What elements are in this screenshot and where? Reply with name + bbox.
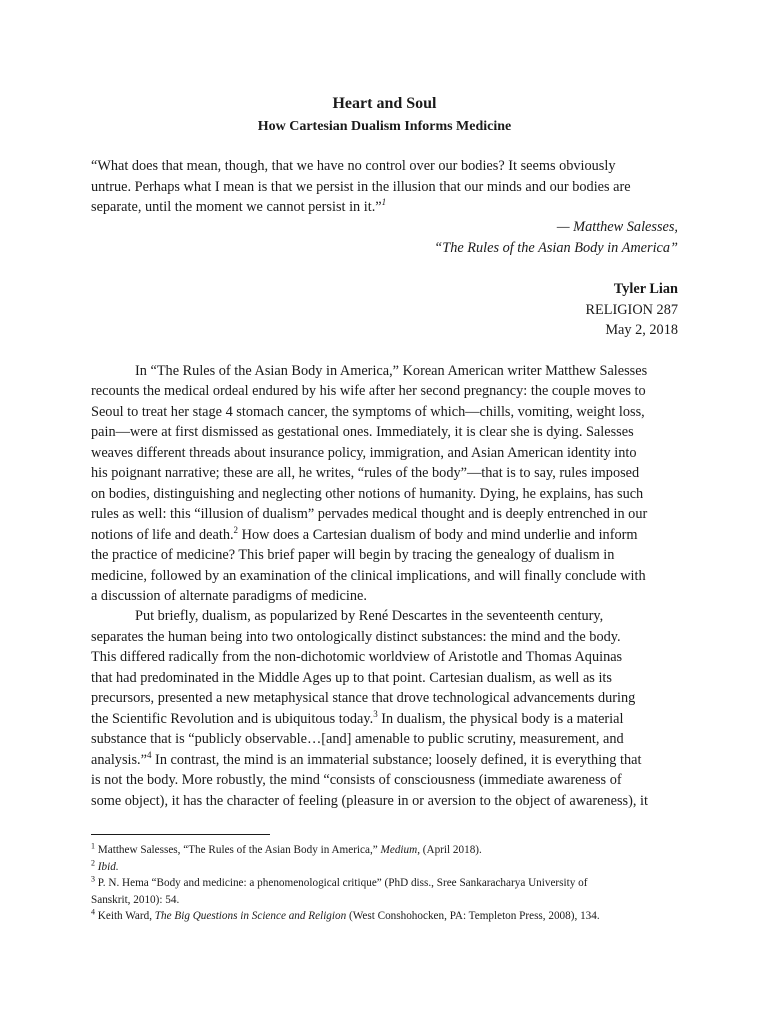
footnote-italic: The Big Questions in Science and Religion [154,910,347,922]
body-line: on bodies, distinguishing and neglecting other notions of humanity. Dying, he explains, has such [91,485,644,502]
footnote-text: Keith Ward, [95,910,155,922]
document-subtitle: How Cartesian Dualism Informs Medicine [257,119,512,134]
footnote-ref[interactable]: 3 [373,708,378,719]
body-line: medicine, followed by an examination of the clinical implications, and will finally conclude with [91,567,646,584]
footnote-italic: Medium [380,844,418,856]
body-line: Put briefly, dualism, as popularized by René Descartes in the seventeenth century, [135,608,604,625]
footnote-3 [91,875,678,892]
body-line-text: In contrast, the mind is an immaterial substance; loosely defined, it is everything that [151,751,642,768]
body-line: precursors, presented a new metaphysical stance that drove technological advancements during [91,690,636,707]
footnote-marker: 1 [91,841,95,851]
epigraph-line: untrue. Perhaps what I mean is that we persist in the illusion that our minds and our bodies are [91,178,631,195]
footnote-marker: 2 [91,857,95,867]
body-line: This differed radically from the non-dichotomic worldview of Aristotle and Thomas Aquinas [91,649,623,666]
body-line-text: notions of life and death. [91,526,234,543]
footnote-text: , (April 2018). [417,844,482,856]
epigraph-attribution-author: — Matthew Salesses, [556,219,678,235]
body-line: In “The Rules of the Asian Body in America,” Korean American writer Matthew Salesses [135,363,648,379]
body-line: the practice of medicine? This brief paper will begin by tracing the genealogy of dualism in [91,547,615,564]
body-text [91,361,678,811]
body-line: separates the human being into two ontologically distinct substances: the mind and the body. [91,628,621,645]
body-line [91,525,678,545]
author-date: May 2, 2018 [605,322,678,338]
footnote-1 [91,842,678,859]
body-line: rules as well: this “illusion of dualism” pervades medical thought and is deeply entrenched in our [91,506,648,523]
footnote-2 [91,859,678,876]
body-line-text: How does a Cartesian dualism of body and mind underlie and inform [238,526,638,543]
body-line: his poignant narrative; these are all, he writes, “rules of the body”—that is to say, rules imposed [91,465,640,482]
epigraph-line [91,197,678,218]
body-line: Seoul to treat her stage 4 stomach cancer, the symptoms of which—chills, vomiting, weight loss, [91,403,645,420]
epigraph-attribution-work: “The Rules of the Asian Body in America” [434,240,678,256]
footnote-ref[interactable]: 4 [146,749,152,760]
body-line: some object), it has the character of feeling (pleasure in or aversion to the object of awareness), it [91,792,648,809]
document-title: Heart and Soul [332,95,437,112]
body-line: substance that is “publicly observable…[and] amenable to public scrutiny, measurement, and [91,731,624,748]
footnote-3-continued [91,892,678,909]
author-course: RELIGION 287 [585,302,678,318]
epigraph-line-text: separate, until the moment we cannot persist in it.” [91,199,382,215]
footnote-ref[interactable]: 2 [233,524,239,535]
footnote-text: Sanskrit, 2010): 54. [91,893,180,906]
footnote-text: P. N. Hema “Body and medicine: a phenomenological critique” (PhD diss., Sree Sankaracharya University of [95,877,588,889]
body-line-text: analysis.” [91,751,147,768]
body-line: that had predominated in the Middle Ages up to that point. Cartesian dualism, as well as its [91,669,612,686]
author-name: Tyler Lian [613,281,678,297]
body-line-text: the Scientific Revolution and is ubiquitous today. [91,710,374,727]
footnote-4 [91,908,678,925]
footnote-marker: 4 [91,907,95,917]
body-line: recounts the medical ordeal endured by his wife after her second pregnancy: the couple moves to [91,383,646,400]
footnotes [91,842,678,925]
footnote-marker: 3 [91,874,95,884]
body-line: is not the body. More robustly, the mind “consists of consciousness (immediate awareness of [91,772,622,789]
body-line: weaves different threads about insurance policy, immigration, and Asian American identity into [91,444,637,461]
footnote-ref[interactable]: 1 [381,197,387,208]
footnote-separator [91,834,270,835]
body-line-text: In dualism, the physical body is a material [377,710,624,727]
footnote-text: (West Conshohocken, PA: Templeton Press, 2008), 134. [346,910,600,922]
body-line: pain—were at first dismissed as gestational ones. Immediately, it is clear she is dying. Salesses [91,424,634,441]
footnote-text: Matthew Salesses, “The Rules of the Asian Body in America,” [95,844,381,856]
footnote-italic: Ibid. [97,860,119,873]
epigraph-quote [91,156,678,218]
body-line: a discussion of alternate paradigms of medicine. [91,587,367,604]
body-line [91,709,678,729]
body-line [91,750,678,770]
epigraph-line: “What does that mean, though, that we have no control over our bodies? It seems obviously [91,158,616,174]
